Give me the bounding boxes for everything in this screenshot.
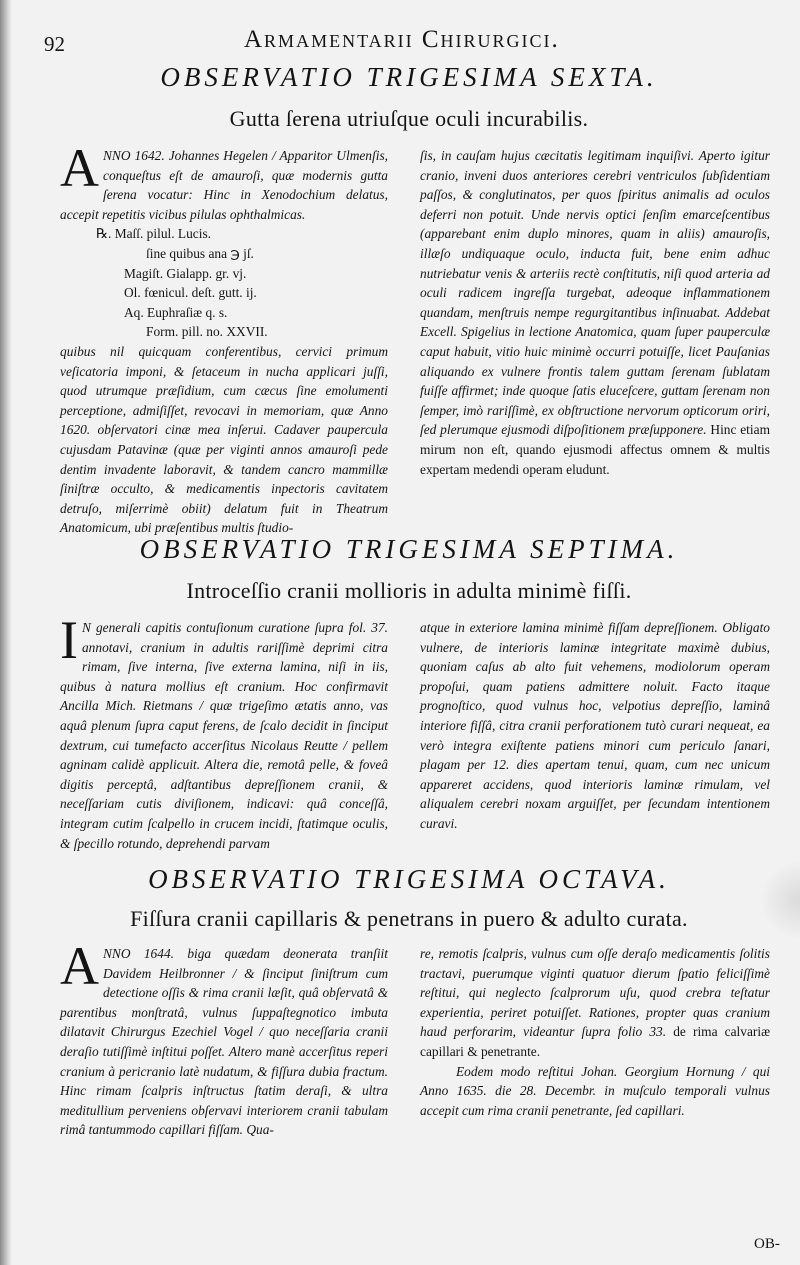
obs38-dropcap: A — [60, 936, 99, 996]
obs38-right-roman: de rima calvariæ capillari & penetrante. — [420, 1024, 770, 1059]
recipe-line1: ſine quibus ana ℈ jſ. — [146, 245, 254, 261]
obs37-right-column — [420, 618, 770, 856]
obs38-left-column — [60, 936, 388, 1184]
recipe-line3: Ol. fœnicul. deſt. gutt. ij. — [124, 285, 257, 301]
obs37-right-text: atque in exteriore lamina minimè fiſſam depreſſionem. Obligato vulnere, de interioris laminæ integritate maximè dubius, quoniam caſus ab alto fuit vehemens, modiolorum operam propoſui, quam patiens admittere noluit. Facto itaque prognoſtico, quod vulnus hoc, velpotius depreſſio, laminâ interiore fiſſâ, citra cranii perforationem tutò curari nequeat, ea verò integra exiſtente patiens minori cum periculo ſanari, plagam per 12. dies apertam tenui, quam, cum nec unicum appareret accidens, quod interioris laminæ rimulam, vel aliqualem cerebri noxam arguiſſet, per ſecundam intentionem curavi. — [420, 620, 770, 831]
obs36-heading: OBSERVATIO TRIGESIMA SEXTA. — [160, 62, 658, 92]
obs38-heading: OBSERVATIO TRIGESIMA OCTAVA. — [148, 864, 670, 894]
obs36-left-rest: quibus nil quicquam conferentibus, cervici primum veſicatoria imponi, & ſetaceum in nucha applicari juſſi, quod utrumque præſidium, cum cæcus ſine emolumenti perceptione, admiſiſſet, revocavi in memoriam, quæ Anno 1620. obſervatori cinæ mea inſerui. Cadaver paupercula cujusdam Patavinæ (quæ per viginti annos amauroſi pede dentim invadente laboravit, & tandem cancro mammillæ ſiniſtræ occulto, & medicamentis inpectoris cavitatem detruſo, miſerrimè obiit) delatum fuit in Theatrum Anatomicum, ubi præſentibus multis ſtudio- — [60, 343, 388, 536]
page-header — [44, 24, 774, 64]
recipe-line4: Aq. Euphraſiæ q. s. — [124, 304, 228, 320]
obs38-subtitle: Fiſſura cranii capillaris & penetrans in puero & adulto curata. — [130, 906, 688, 931]
obs38-right-para2: Eodem modo reſtitui Johan. Georgium Hornung / qui Anno 1635. die 28. Decembr. in muſculo temporali vulnus accepit cum rima cranii penetrante, ſed capillari. — [420, 1063, 770, 1118]
obs36-dropcap: A — [60, 138, 99, 198]
obs36-right-roman: Hinc etiam mirum non eſt, quando ejusmodi affectus omnem & multis expertam medendi operam eludunt. — [420, 422, 770, 477]
obs37-heading: OBSERVATIO TRIGESIMA SEPTIMA. — [139, 534, 679, 564]
recipe-rx: ℞. Maſſ. pilul. Lucis. — [96, 226, 212, 242]
obs37-left-column — [60, 610, 388, 856]
obs36-left-column — [60, 138, 388, 536]
obs36-left-intro: NNO 1642. Johannes Hegelen / Apparitor Ulmenſis, conqueſtus eſt de amauroſi, quæ modernis gutta ſerena vocatur: Hinc in Xenodochium delatus, accepit repetitis vicibus pilulas ophthalmicas. — [60, 148, 388, 222]
running-head: Armamentarii Chirurgici. — [244, 26, 560, 53]
page-gutter-shadow — [0, 0, 12, 1265]
obs36-right-italic: ſis, in cauſam hujus cæcitatis legitimam inquiſivi. Aperto igitur cranio, inveni duos anteriores cerebri ventriculos ſubſidentiam paſſos, & conglutinatos, per quos ſpiritus animalis ad oculos deferri non potuit. Unde nervis optici ſenſim emarceſcentibus (apparebant enim duplo minores, quam in aliis) amauroſis, illæſo undiquaque oculo, inducta fuit, bene enim adhuc nutriebatur venis & arteriis rectè conſtitutis, niſi quod arteria ad oculi radicem ingreſſa turgebat, adeoque inflammationem quandam, menſtruis nempe regurgitantibus inſinuabat. Addebat Excell. Spigelius in lectione Anatomica, quam ſuper pauperculæ caput habuit, vitio huic minimè occurri potuiſſe, licet Pauſanias aliquando ex vulnere frontis talem guttam ſerenam ſublatam fuiſſe affirmet; inde quoque ſatis eluceſcere, guttam ſerenam non ſemper, imò rariſſimè, ex obſtructione nervorum opticorum oriri, ſed plerumque ejusmodi diſpoſitionem præſupponere. — [420, 148, 770, 438]
obs37-subtitle: Introceſſio cranii mollioris in adulta minimè fiſſi. — [186, 578, 632, 603]
recipe-line5: Form. pill. no. XXVII. — [146, 324, 268, 340]
obs36-recipe — [60, 224, 388, 342]
obs38-left-text: NNO 1644. biga quædam deonerata tranſiit Davidem Heilbronner / & ſinciput ſiniſtrum cum detectione oſſis & rima cranii læſit, quâ obſervatâ & parentibus monſtratâ, vulnus ſuppaſtegnotico imbuta dilatavit Chirurgus Ezechiel Vogel / quo neceſſaria cranii deraſio tutiſſimè inſtitui poſſet. Altero manè accerſitus reperi cranium à pericranio latè nudatum, & fiſſura dubia fractum. Hinc rimam ſcalpris inſtructus ſtatim deraſi, & ultra meditullium perveniens obſervavi interiorem cranii tabulam rimâ tantummodo capillari fiſſam. Qua- — [60, 946, 388, 1138]
page-number: 92 — [44, 32, 65, 56]
obs38-right-column — [420, 944, 770, 1194]
recipe-line2: Magiſt. Gialapp. gr. vj. — [124, 265, 247, 281]
obs36-right-column — [420, 146, 770, 524]
obs38-right-italic: re, remotis ſcalpris, vulnus cum oſſe deraſo medicamentis ſolitis tractavi, puerumque viginti quatuor dierum ſpatio feliciſſimè reſtitui, qui neglecto ſcalprorum uſu, quod crebra teſtatur experientia, periret potuiſſet. Rationes, propter quas cranium haud perforarim, videantur ſupra folio 33. — [420, 946, 770, 1040]
catchword: OB- — [754, 1236, 780, 1252]
obs37-dropcap: I — [60, 610, 78, 670]
obs36-subtitle: Gutta ſerena utriuſque oculi incurabilis. — [229, 106, 589, 131]
obs37-left-text: N generali capitis contuſionum curatione ſupra fol. 37. annotavi, cranium in adultis rariſſimè deprimi citra rimam, ſive interna, ſive externa lamina, niſi in iis, quibus à natura mollius eſt cranium. Hoc confirmavit Ancilla Mich. Rietmans / quæ trigeſimo ætatis anno, vas aquâ plenum ſupra caput ferens, de ſcalo decidit in ſinciput dextrum, cui tumefacto accerſitus Nicolaus Reutte / pellem agninam calidè applicuit. Altera die, remotâ pelle, & foveâ digitis perceptâ, adſtantibus depreſſionem cranii, & neceſſariam cutis diviſionem, indicavi: quâ conceſſâ, integram cutim ſcalpello in crucem incidi, ſtatimque oculis, & ſpecillo rotundo, deprehendi parvam — [60, 620, 388, 851]
